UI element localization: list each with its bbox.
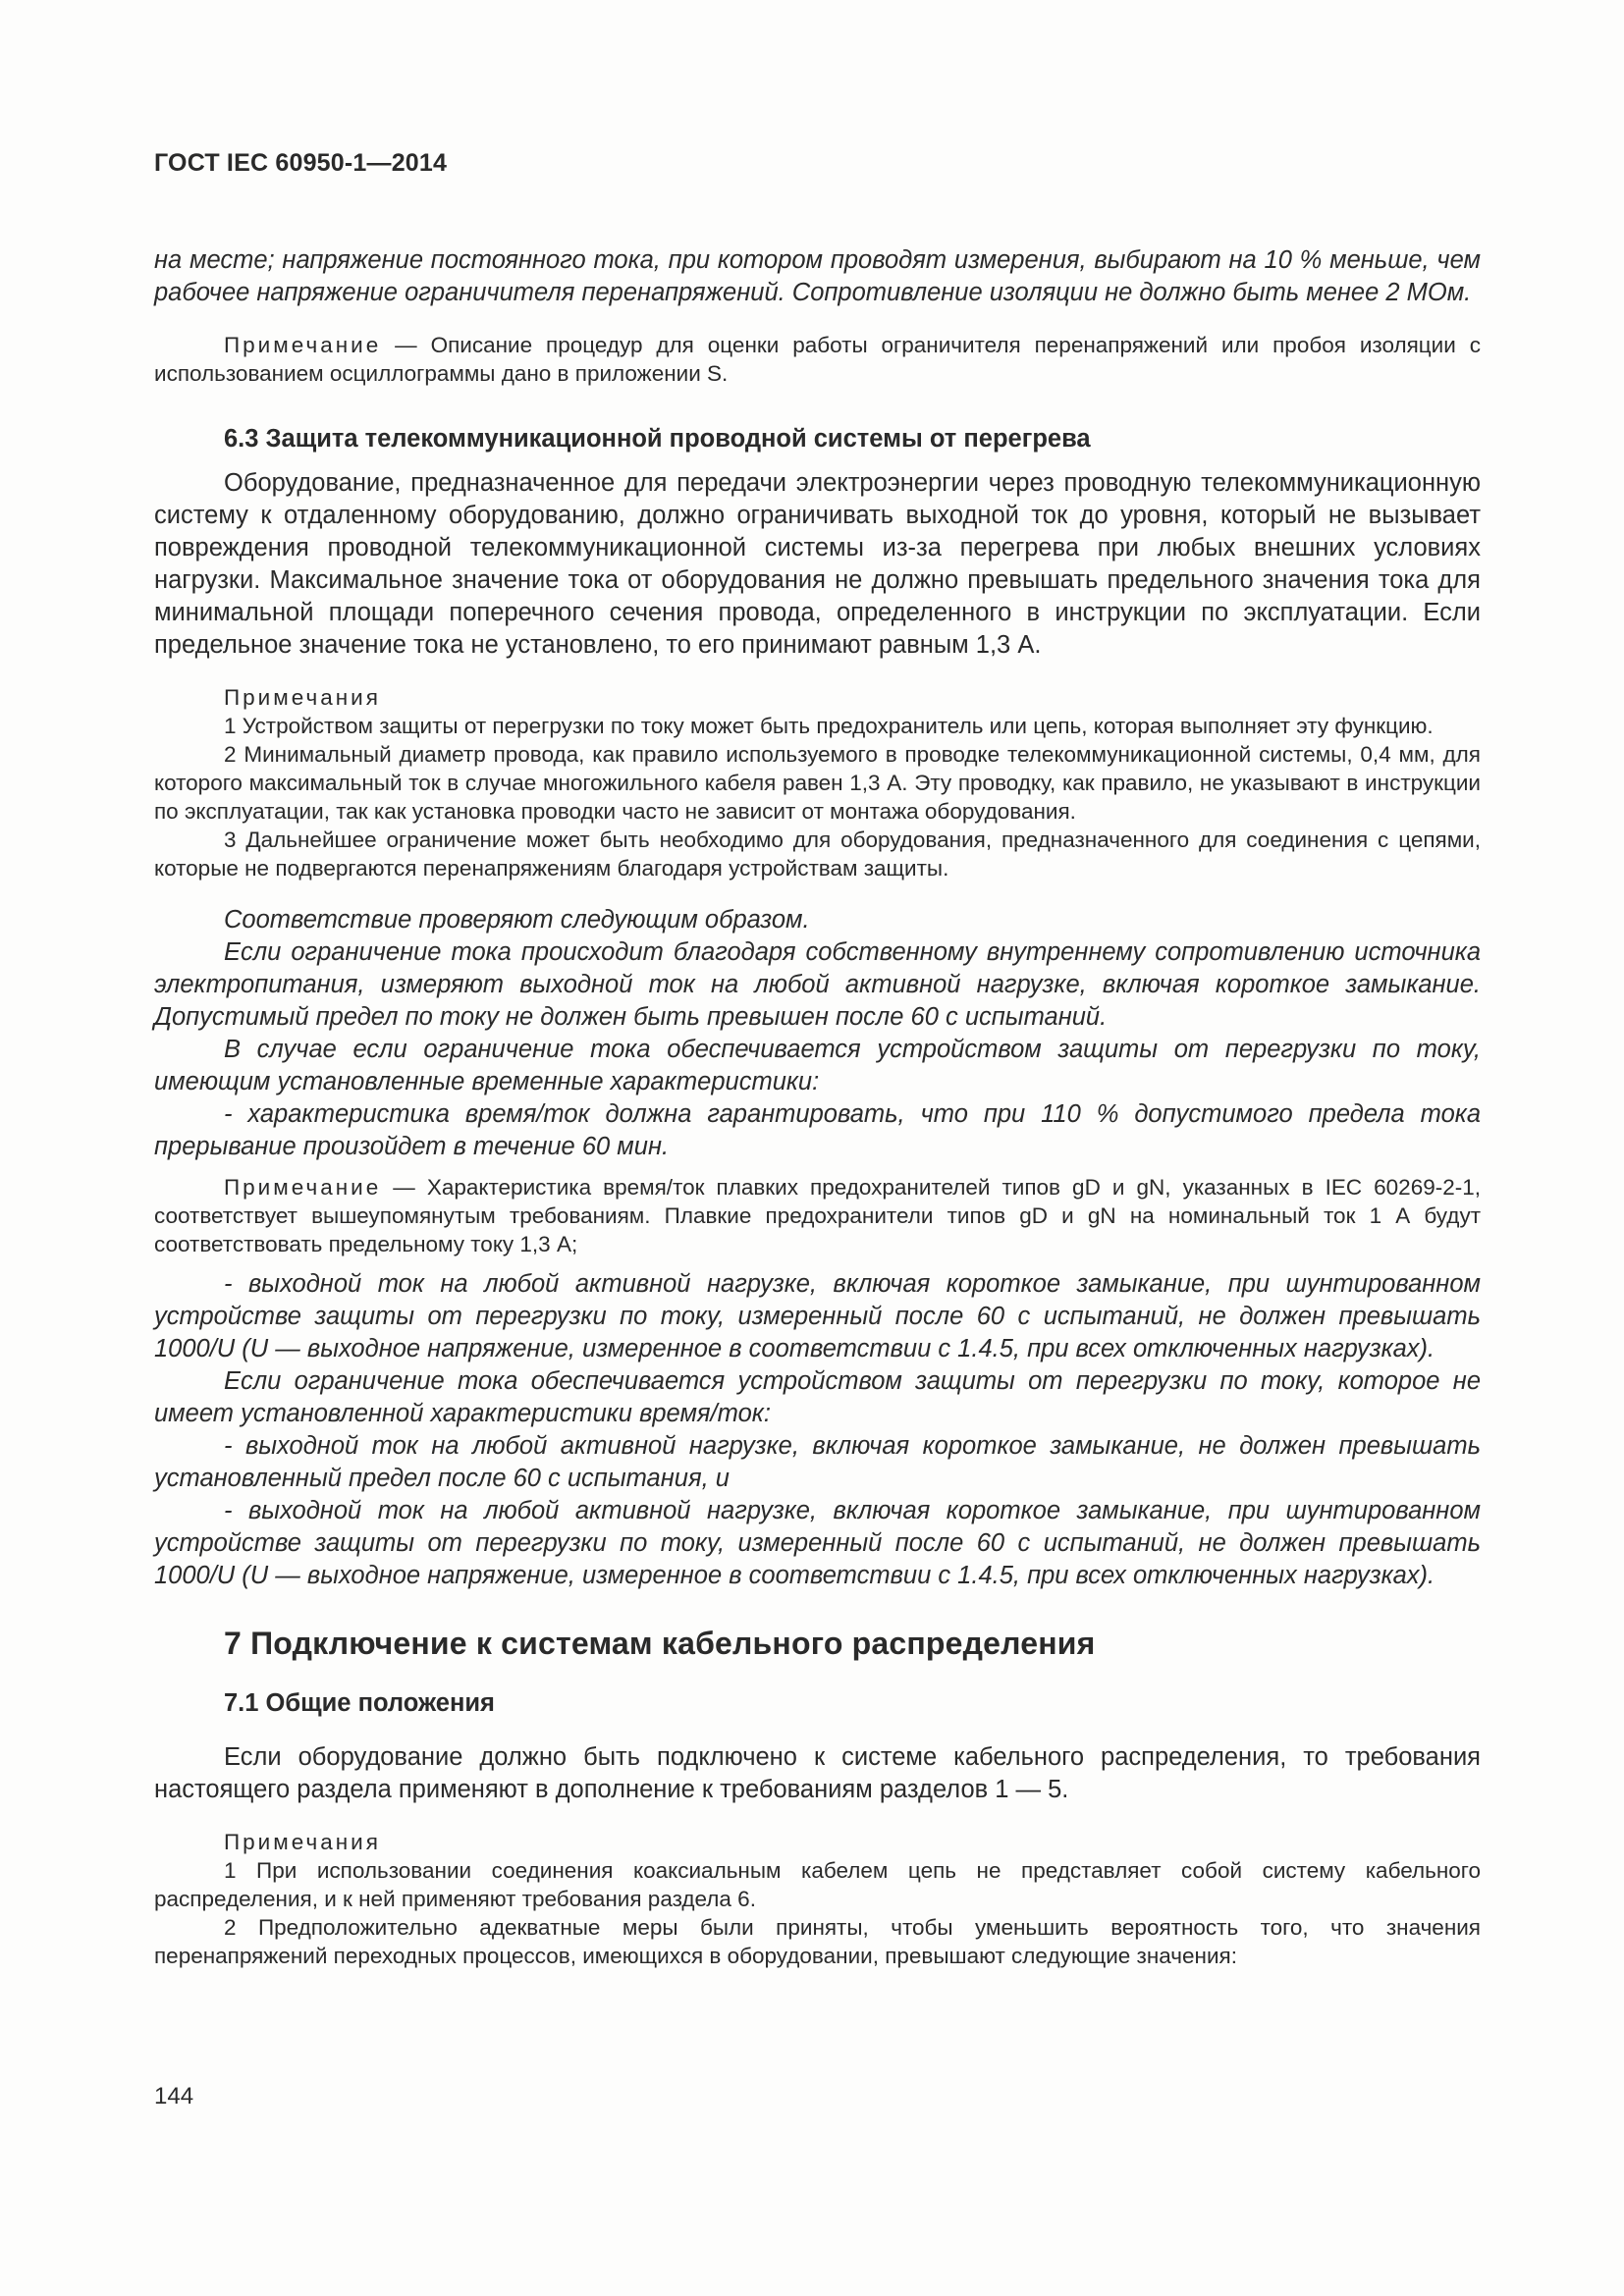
- compliance-shunted-output-2: - выходной ток на любой активной нагрузке, включая короткое замыкание, при шунтированном устройстве защиты от перегрузки по току, измеренный после 60 с испытаний, не должен превышать 1000/U (U — выходное напряжение, измеренное в соответствии с 1.4.5, при всех отключенных нагрузках).: [154, 1497, 1481, 1589]
- continued-paragraph: на месте; напряжение постоянного тока, при котором проводят измерения, выбирают на 10 % меньше, чем рабочее напряжение ограничителя перенапряжений. Сопротивление изоляции не должно быть менее 2 МОм.: [154, 246, 1481, 306]
- note-7-1-2: 2 Предположительно адекватные меры были приняты, чтобы уменьшить вероятность того, что значения перенапряжений переходных процессов, имеющихся в оборудовании, превышают следующие значения:: [154, 1915, 1481, 1968]
- note-6-3-2: 2 Минимальный диаметр провода, как правило используемого в проводке телекоммуникационной системы, 0,4 мм, для которого максимальный ток в случае многожильного кабеля равен 1,3 А. Эту проводку, как правило, не указывают в инструкции по эксплуатации, так как установка проводки часто не зависит от монтажа оборудования.: [154, 742, 1481, 824]
- section-7-1-title: 7.1 Общие положения: [224, 1689, 495, 1717]
- note-6-3-3: 3 Дальнейшее ограничение может быть необходимо для оборудования, предназначенного для соединения с цепями, которые не подвергаются перенапряжениям благодаря устройствам защиты.: [154, 828, 1481, 881]
- compliance-time-current: - характеристика время/ток должна гарантировать, что при 110 % допустимого предела тока прерывание произойдет в течение 60 мин.: [154, 1100, 1481, 1160]
- compliance-no-characteristic: Если ограничение тока обеспечивается устройством защиты от перегрузки по току, которое не имеет установленной характеристики время/ток:: [154, 1367, 1481, 1427]
- document-header: ГОСТ IEC 60950-1—2014: [154, 149, 448, 177]
- note-label: Примечание: [224, 333, 382, 357]
- section-6-3-title: 6.3 Защита телекоммуникационной проводной системы от перегрева: [224, 425, 1091, 453]
- section-6-3-paragraph: Оборудование, предназначенное для передачи электроэнергии через проводную телекоммуникационную систему к отдаленному оборудованию, должно ограничивать выходной ток до уровня, который не вызывает повреждения проводной телекоммуникационной системы из-за перегрева при любых внешних условиях нагрузки. Максимальное значение тока от оборудования не должно превышать предельного значения тока для минимальной площади поперечного сечения провода, определенного в инструкции по эксплуатации. Если предельное значение тока не установлено, то его принимают равным 1,3 А.: [154, 469, 1481, 659]
- compliance-shunted-output: - выходной ток на любой активной нагрузке, включая короткое замыкание, при шунтированном устройстве защиты от перегрузки по току, измеренный после 60 с испытаний, не должен превышать 1000/U (U — выходное напряжение, измеренное в соответствии с 1.4.5, при всех отключенных нагрузках).: [154, 1270, 1481, 1362]
- note-7-1-1: 1 При использовании соединения коаксиальным кабелем цепь не представляет собой систему кабельного распределения, и к ней применяют требования раздела 6.: [154, 1858, 1481, 1911]
- note-fuses: [154, 1173, 1481, 1258]
- note-label: Примечание: [224, 1175, 382, 1200]
- notes-label-6-3: Примечания: [224, 685, 381, 710]
- note-overvoltage: [154, 331, 1481, 388]
- compliance-internal-resistance: Если ограничение тока происходит благодаря собственному внутреннему сопротивлению источника электропитания, измеряют выходной ток на любой активной нагрузке, включая короткое замыкание. Допустимый предел по току не должен быть превышен после 60 с испытаний.: [154, 938, 1481, 1031]
- compliance-output-limit: - выходной ток на любой активной нагрузке, включая короткое замыкание, не должен превышать установленный предел после 60 с испытания, и: [154, 1432, 1481, 1492]
- note-text: — Характеристика время/ток плавких предохранителей типов gD и gN, указанных в IEC 60269-2-1, соответствует вышеупомянутым требованиям. Плавкие предохранители типов gD и gN на номинальный ток 1 А будут соответствовать предельному току 1,3 А;: [154, 1175, 1481, 1256]
- note-text: — Описание процедур для оценки работы ограничителя перенапряжений или пробоя изоляции с использованием осциллограммы дано в приложении S.: [154, 333, 1481, 386]
- compliance-intro: Соответствие проверяют следующим образом.: [224, 906, 810, 934]
- page-number: 144: [154, 2083, 194, 2109]
- compliance-protection-device: В случае если ограничение тока обеспечивается устройством защиты от перегрузки по току, имеющим установленные временные характеристики:: [154, 1036, 1481, 1095]
- notes-label-7-1: Примечания: [224, 1830, 381, 1854]
- note-6-3-1: 1 Устройством защиты от перегрузки по току может быть предохранитель или цепь, которая выполняет эту функцию.: [224, 714, 1434, 738]
- section-7-1-paragraph: Если оборудование должно быть подключено к системе кабельного распределения, то требования настоящего раздела применяют в дополнение к требованиям разделов 1 — 5.: [154, 1743, 1481, 1803]
- section-7-title: 7 Подключение к системам кабельного распределения: [224, 1626, 1096, 1661]
